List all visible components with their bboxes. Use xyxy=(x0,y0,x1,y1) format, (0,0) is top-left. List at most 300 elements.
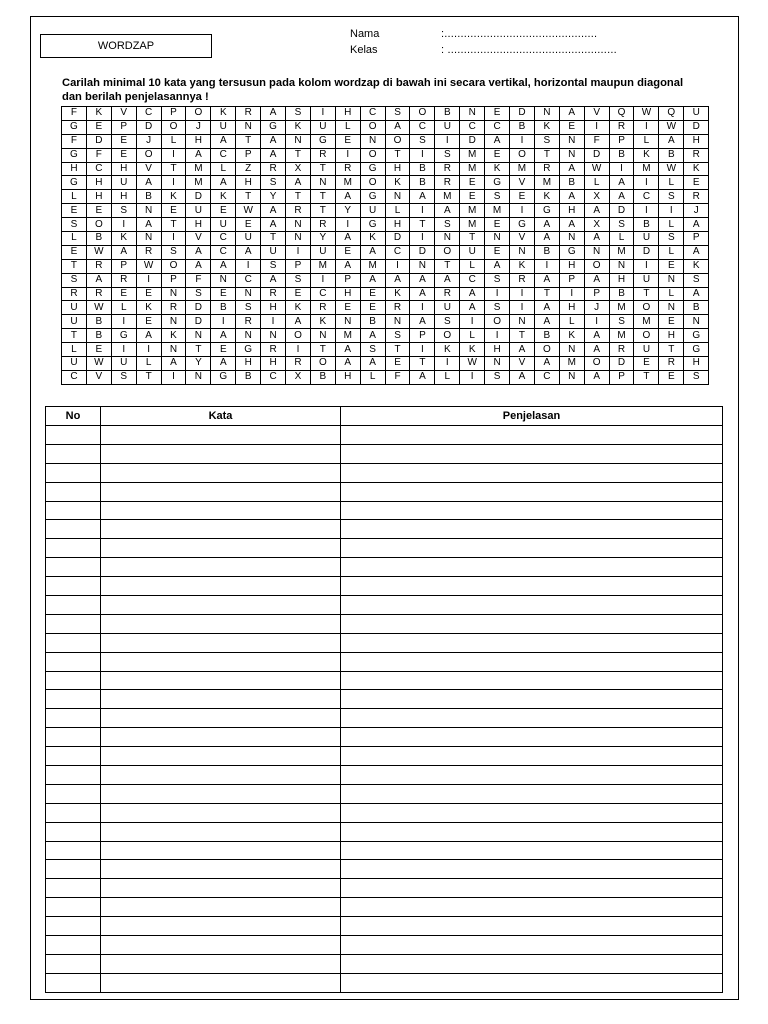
grid-cell[interactable]: Z xyxy=(236,162,261,176)
grid-cell[interactable]: N xyxy=(559,134,584,148)
grid-cell[interactable]: H xyxy=(385,218,410,232)
answer-no-cell[interactable] xyxy=(46,954,101,973)
grid-cell[interactable]: H xyxy=(335,370,360,384)
grid-cell[interactable]: A xyxy=(435,273,460,287)
grid-cell[interactable]: T xyxy=(161,218,186,232)
answer-explanation-cell[interactable] xyxy=(341,917,723,936)
answer-explanation-cell[interactable] xyxy=(341,822,723,841)
grid-cell[interactable]: H xyxy=(236,357,261,371)
grid-cell[interactable]: N xyxy=(385,315,410,329)
grid-cell[interactable]: L xyxy=(435,370,460,384)
grid-cell[interactable]: R xyxy=(684,148,709,162)
grid-cell[interactable]: A xyxy=(335,232,360,246)
grid-cell[interactable]: T xyxy=(534,148,559,162)
grid-cell[interactable]: O xyxy=(161,259,186,273)
grid-cell[interactable]: U xyxy=(310,245,335,259)
grid-cell[interactable]: K xyxy=(634,148,659,162)
grid-cell[interactable]: E xyxy=(360,301,385,315)
grid-cell[interactable]: T xyxy=(161,162,186,176)
grid-cell[interactable]: K xyxy=(534,190,559,204)
grid-cell[interactable]: O xyxy=(86,218,111,232)
grid-cell[interactable]: K xyxy=(86,107,111,121)
grid-cell[interactable]: S xyxy=(161,245,186,259)
grid-cell[interactable]: D xyxy=(410,245,435,259)
answer-no-cell[interactable] xyxy=(46,728,101,747)
answer-explanation-cell[interactable] xyxy=(341,709,723,728)
grid-cell[interactable]: E xyxy=(62,245,87,259)
grid-cell[interactable]: E xyxy=(485,148,510,162)
grid-cell[interactable]: B xyxy=(86,315,111,329)
grid-cell[interactable]: I xyxy=(534,259,559,273)
answer-no-cell[interactable] xyxy=(46,577,101,596)
grid-cell[interactable]: T xyxy=(62,259,87,273)
grid-cell[interactable]: C xyxy=(410,120,435,134)
answer-explanation-cell[interactable] xyxy=(341,539,723,558)
grid-cell[interactable]: I xyxy=(460,370,485,384)
grid-cell[interactable]: I xyxy=(161,370,186,384)
answer-explanation-cell[interactable] xyxy=(341,803,723,822)
grid-cell[interactable]: C xyxy=(385,245,410,259)
grid-cell[interactable]: T xyxy=(634,287,659,301)
grid-cell[interactable]: S xyxy=(62,218,87,232)
grid-cell[interactable]: S xyxy=(62,273,87,287)
grid-cell[interactable]: A xyxy=(261,204,286,218)
grid-cell[interactable]: R xyxy=(335,162,360,176)
answer-word-cell[interactable] xyxy=(101,577,341,596)
answer-word-cell[interactable] xyxy=(101,822,341,841)
grid-cell[interactable]: S xyxy=(534,134,559,148)
grid-cell[interactable]: R xyxy=(609,120,634,134)
grid-cell[interactable]: I xyxy=(111,343,136,357)
grid-cell[interactable]: N xyxy=(136,204,161,218)
grid-cell[interactable]: E xyxy=(211,287,236,301)
grid-cell[interactable]: L xyxy=(559,315,584,329)
grid-cell[interactable]: R xyxy=(86,259,111,273)
grid-cell[interactable]: N xyxy=(186,370,211,384)
answer-word-cell[interactable] xyxy=(101,917,341,936)
grid-cell[interactable]: T xyxy=(310,204,335,218)
grid-cell[interactable]: E xyxy=(659,259,684,273)
answer-no-cell[interactable] xyxy=(46,652,101,671)
grid-cell[interactable]: M xyxy=(460,218,485,232)
grid-cell[interactable]: R xyxy=(310,301,335,315)
grid-cell[interactable]: B xyxy=(510,120,535,134)
grid-cell[interactable]: O xyxy=(310,357,335,371)
answer-word-cell[interactable] xyxy=(101,747,341,766)
grid-cell[interactable]: E xyxy=(236,218,261,232)
grid-cell[interactable]: A xyxy=(584,232,609,246)
grid-cell[interactable]: A xyxy=(261,148,286,162)
grid-cell[interactable]: K xyxy=(211,107,236,121)
grid-cell[interactable]: B xyxy=(435,107,460,121)
grid-cell[interactable]: M xyxy=(634,162,659,176)
grid-cell[interactable]: M xyxy=(510,162,535,176)
grid-cell[interactable]: E xyxy=(634,357,659,371)
grid-cell[interactable]: E xyxy=(86,120,111,134)
grid-cell[interactable]: T xyxy=(410,218,435,232)
grid-cell[interactable]: I xyxy=(410,301,435,315)
answer-explanation-cell[interactable] xyxy=(341,936,723,955)
grid-cell[interactable]: A xyxy=(460,301,485,315)
grid-cell[interactable]: C xyxy=(211,148,236,162)
grid-cell[interactable]: T xyxy=(310,343,335,357)
grid-cell[interactable]: S xyxy=(236,301,261,315)
grid-cell[interactable]: E xyxy=(659,315,684,329)
grid-cell[interactable]: K xyxy=(360,232,385,246)
grid-cell[interactable]: L xyxy=(634,134,659,148)
grid-cell[interactable]: P xyxy=(286,259,311,273)
grid-cell[interactable]: I xyxy=(634,204,659,218)
grid-cell[interactable]: A xyxy=(186,148,211,162)
grid-cell[interactable]: M xyxy=(460,148,485,162)
answer-word-cell[interactable] xyxy=(101,671,341,690)
grid-cell[interactable]: U xyxy=(634,232,659,246)
grid-cell[interactable]: F xyxy=(385,370,410,384)
grid-cell[interactable]: Q xyxy=(659,107,684,121)
grid-cell[interactable]: R xyxy=(286,204,311,218)
grid-cell[interactable]: F xyxy=(62,134,87,148)
grid-cell[interactable]: N xyxy=(286,134,311,148)
grid-cell[interactable]: C xyxy=(310,287,335,301)
grid-cell[interactable]: A xyxy=(435,204,460,218)
grid-cell[interactable]: I xyxy=(161,148,186,162)
grid-cell[interactable]: S xyxy=(261,176,286,190)
grid-cell[interactable]: A xyxy=(584,273,609,287)
answer-word-cell[interactable] xyxy=(101,879,341,898)
grid-cell[interactable]: B xyxy=(534,329,559,343)
grid-cell[interactable]: P xyxy=(609,370,634,384)
answer-no-cell[interactable] xyxy=(46,784,101,803)
grid-cell[interactable]: R xyxy=(659,357,684,371)
grid-cell[interactable]: G xyxy=(684,343,709,357)
grid-cell[interactable]: K xyxy=(684,259,709,273)
grid-cell[interactable]: A xyxy=(360,329,385,343)
answer-no-cell[interactable] xyxy=(46,709,101,728)
grid-cell[interactable]: H xyxy=(485,343,510,357)
answer-word-cell[interactable] xyxy=(101,898,341,917)
answer-explanation-cell[interactable] xyxy=(341,633,723,652)
grid-cell[interactable]: A xyxy=(360,357,385,371)
grid-cell[interactable]: W xyxy=(86,357,111,371)
grid-cell[interactable]: I xyxy=(584,315,609,329)
grid-cell[interactable]: T xyxy=(385,343,410,357)
grid-cell[interactable]: P xyxy=(684,232,709,246)
grid-cell[interactable]: I xyxy=(335,218,360,232)
grid-cell[interactable]: V xyxy=(111,107,136,121)
answer-no-cell[interactable] xyxy=(46,766,101,785)
answer-explanation-cell[interactable] xyxy=(341,577,723,596)
grid-cell[interactable]: R xyxy=(385,301,410,315)
grid-cell[interactable]: L xyxy=(659,176,684,190)
grid-cell[interactable]: N xyxy=(236,287,261,301)
answer-no-cell[interactable] xyxy=(46,860,101,879)
grid-cell[interactable]: H xyxy=(111,190,136,204)
answer-no-cell[interactable] xyxy=(46,973,101,992)
grid-cell[interactable]: V xyxy=(584,107,609,121)
grid-cell[interactable]: P xyxy=(161,107,186,121)
grid-cell[interactable]: W xyxy=(659,120,684,134)
grid-cell[interactable]: L xyxy=(111,301,136,315)
grid-cell[interactable]: M xyxy=(335,329,360,343)
grid-cell[interactable]: U xyxy=(634,273,659,287)
answer-word-cell[interactable] xyxy=(101,766,341,785)
answer-no-cell[interactable] xyxy=(46,520,101,539)
answer-word-cell[interactable] xyxy=(101,973,341,992)
grid-cell[interactable]: I xyxy=(385,259,410,273)
answer-no-cell[interactable] xyxy=(46,803,101,822)
grid-cell[interactable]: H xyxy=(86,176,111,190)
answer-no-cell[interactable] xyxy=(46,822,101,841)
grid-cell[interactable]: R xyxy=(261,287,286,301)
grid-cell[interactable]: W xyxy=(86,245,111,259)
grid-cell[interactable]: P xyxy=(236,148,261,162)
answer-explanation-cell[interactable] xyxy=(341,652,723,671)
answer-word-cell[interactable] xyxy=(101,803,341,822)
grid-cell[interactable]: D xyxy=(609,204,634,218)
answer-word-cell[interactable] xyxy=(101,444,341,463)
grid-cell[interactable]: A xyxy=(410,287,435,301)
grid-cell[interactable]: N xyxy=(510,245,535,259)
grid-cell[interactable]: F xyxy=(186,273,211,287)
grid-cell[interactable]: K xyxy=(684,162,709,176)
grid-cell[interactable]: D xyxy=(609,357,634,371)
grid-cell[interactable]: A xyxy=(684,287,709,301)
grid-cell[interactable]: O xyxy=(360,148,385,162)
grid-cell[interactable]: A xyxy=(211,329,236,343)
answer-explanation-cell[interactable] xyxy=(341,426,723,445)
grid-cell[interactable]: V xyxy=(510,176,535,190)
grid-cell[interactable]: O xyxy=(360,120,385,134)
grid-cell[interactable]: A xyxy=(236,245,261,259)
grid-cell[interactable]: R xyxy=(684,190,709,204)
answer-explanation-cell[interactable] xyxy=(341,482,723,501)
grid-cell[interactable]: C xyxy=(460,120,485,134)
grid-cell[interactable]: S xyxy=(485,273,510,287)
answer-explanation-cell[interactable] xyxy=(341,501,723,520)
answer-no-cell[interactable] xyxy=(46,671,101,690)
grid-cell[interactable]: V xyxy=(86,370,111,384)
answer-no-cell[interactable] xyxy=(46,482,101,501)
answer-word-cell[interactable] xyxy=(101,728,341,747)
grid-cell[interactable]: D xyxy=(86,134,111,148)
grid-cell[interactable]: H xyxy=(86,190,111,204)
grid-cell[interactable]: U xyxy=(236,232,261,246)
answer-no-cell[interactable] xyxy=(46,898,101,917)
grid-cell[interactable]: Q xyxy=(609,107,634,121)
answer-explanation-cell[interactable] xyxy=(341,973,723,992)
grid-cell[interactable]: D xyxy=(634,245,659,259)
grid-cell[interactable]: G xyxy=(559,245,584,259)
grid-cell[interactable]: L xyxy=(584,176,609,190)
grid-cell[interactable]: E xyxy=(111,134,136,148)
grid-cell[interactable]: V xyxy=(510,357,535,371)
grid-cell[interactable]: A xyxy=(534,301,559,315)
grid-cell[interactable]: C xyxy=(136,107,161,121)
answer-word-cell[interactable] xyxy=(101,784,341,803)
grid-cell[interactable]: E xyxy=(485,218,510,232)
answer-word-cell[interactable] xyxy=(101,690,341,709)
answer-explanation-cell[interactable] xyxy=(341,954,723,973)
grid-cell[interactable]: I xyxy=(410,148,435,162)
grid-cell[interactable]: P xyxy=(335,273,360,287)
grid-cell[interactable]: G xyxy=(485,176,510,190)
grid-cell[interactable]: S xyxy=(609,218,634,232)
answer-explanation-cell[interactable] xyxy=(341,898,723,917)
grid-cell[interactable]: A xyxy=(286,176,311,190)
grid-cell[interactable]: D xyxy=(684,120,709,134)
grid-cell[interactable]: A xyxy=(335,259,360,273)
grid-cell[interactable]: A xyxy=(534,357,559,371)
grid-cell[interactable]: S xyxy=(659,232,684,246)
grid-cell[interactable]: N xyxy=(161,343,186,357)
grid-cell[interactable]: A xyxy=(559,218,584,232)
grid-cell[interactable]: N xyxy=(559,148,584,162)
grid-cell[interactable]: J xyxy=(684,204,709,218)
grid-cell[interactable]: G xyxy=(534,204,559,218)
grid-cell[interactable]: S xyxy=(684,370,709,384)
grid-cell[interactable]: A xyxy=(534,218,559,232)
answer-word-cell[interactable] xyxy=(101,501,341,520)
grid-cell[interactable]: I xyxy=(634,259,659,273)
grid-cell[interactable]: A xyxy=(684,218,709,232)
grid-cell[interactable]: F xyxy=(584,134,609,148)
grid-cell[interactable]: E xyxy=(136,287,161,301)
grid-cell[interactable]: E xyxy=(62,204,87,218)
answer-explanation-cell[interactable] xyxy=(341,766,723,785)
answer-word-cell[interactable] xyxy=(101,520,341,539)
grid-cell[interactable]: R xyxy=(534,162,559,176)
grid-cell[interactable]: S xyxy=(385,107,410,121)
answer-no-cell[interactable] xyxy=(46,444,101,463)
grid-cell[interactable]: S xyxy=(261,259,286,273)
grid-cell[interactable]: T xyxy=(62,329,87,343)
grid-cell[interactable]: I xyxy=(111,218,136,232)
grid-cell[interactable]: K xyxy=(286,301,311,315)
grid-cell[interactable]: T xyxy=(310,162,335,176)
grid-cell[interactable]: H xyxy=(659,329,684,343)
grid-cell[interactable]: L xyxy=(659,218,684,232)
grid-cell[interactable]: I xyxy=(286,343,311,357)
grid-cell[interactable]: E xyxy=(485,107,510,121)
grid-cell[interactable]: G xyxy=(360,190,385,204)
grid-cell[interactable]: O xyxy=(410,107,435,121)
grid-cell[interactable]: D xyxy=(510,107,535,121)
grid-cell[interactable]: K xyxy=(136,301,161,315)
grid-cell[interactable]: P xyxy=(609,134,634,148)
grid-cell[interactable]: S xyxy=(111,204,136,218)
grid-cell[interactable]: T xyxy=(510,329,535,343)
grid-cell[interactable]: U xyxy=(460,245,485,259)
answer-no-cell[interactable] xyxy=(46,614,101,633)
grid-cell[interactable]: U xyxy=(186,204,211,218)
grid-cell[interactable]: L xyxy=(460,259,485,273)
grid-cell[interactable]: L xyxy=(62,232,87,246)
grid-cell[interactable]: A xyxy=(410,273,435,287)
grid-cell[interactable]: R xyxy=(86,287,111,301)
grid-cell[interactable]: N xyxy=(211,273,236,287)
grid-cell[interactable]: Y xyxy=(186,357,211,371)
grid-cell[interactable]: D xyxy=(385,232,410,246)
grid-cell[interactable]: A xyxy=(534,232,559,246)
grid-cell[interactable]: H xyxy=(559,259,584,273)
grid-cell[interactable]: O xyxy=(534,343,559,357)
grid-cell[interactable]: X xyxy=(584,218,609,232)
grid-cell[interactable]: I xyxy=(310,107,335,121)
answer-word-cell[interactable] xyxy=(101,614,341,633)
grid-cell[interactable]: O xyxy=(584,259,609,273)
grid-cell[interactable]: T xyxy=(410,357,435,371)
grid-cell[interactable]: O xyxy=(360,176,385,190)
grid-cell[interactable]: B xyxy=(410,162,435,176)
grid-cell[interactable]: O xyxy=(485,315,510,329)
grid-cell[interactable]: W xyxy=(136,259,161,273)
grid-cell[interactable]: B xyxy=(684,301,709,315)
answer-word-cell[interactable] xyxy=(101,463,341,482)
grid-cell[interactable]: T xyxy=(659,343,684,357)
grid-cell[interactable]: I xyxy=(286,245,311,259)
grid-cell[interactable]: B xyxy=(659,148,684,162)
answer-explanation-cell[interactable] xyxy=(341,463,723,482)
grid-cell[interactable]: O xyxy=(286,329,311,343)
grid-cell[interactable]: A xyxy=(261,273,286,287)
grid-cell[interactable]: R xyxy=(435,176,460,190)
grid-cell[interactable]: V xyxy=(186,232,211,246)
grid-cell[interactable]: A xyxy=(584,343,609,357)
grid-cell[interactable]: N xyxy=(310,329,335,343)
grid-cell[interactable]: N xyxy=(559,343,584,357)
grid-cell[interactable]: N xyxy=(186,329,211,343)
grid-cell[interactable]: I xyxy=(111,315,136,329)
answer-word-cell[interactable] xyxy=(101,860,341,879)
grid-cell[interactable]: U xyxy=(62,301,87,315)
grid-cell[interactable]: R xyxy=(435,162,460,176)
grid-cell[interactable]: N xyxy=(335,315,360,329)
grid-cell[interactable]: M xyxy=(186,176,211,190)
grid-cell[interactable]: T xyxy=(286,190,311,204)
grid-cell[interactable]: M xyxy=(559,357,584,371)
grid-cell[interactable]: W xyxy=(659,162,684,176)
grid-cell[interactable]: N xyxy=(236,120,261,134)
grid-cell[interactable]: A xyxy=(534,273,559,287)
grid-cell[interactable]: A xyxy=(360,273,385,287)
answer-no-cell[interactable] xyxy=(46,690,101,709)
grid-cell[interactable]: G xyxy=(360,162,385,176)
grid-cell[interactable]: A xyxy=(559,107,584,121)
grid-cell[interactable]: E xyxy=(335,301,360,315)
grid-cell[interactable]: L xyxy=(609,232,634,246)
grid-cell[interactable]: A xyxy=(136,329,161,343)
grid-cell[interactable]: I xyxy=(485,287,510,301)
grid-cell[interactable]: L xyxy=(659,245,684,259)
grid-cell[interactable]: G xyxy=(684,329,709,343)
answer-no-cell[interactable] xyxy=(46,633,101,652)
grid-cell[interactable]: K xyxy=(559,329,584,343)
grid-cell[interactable]: E xyxy=(111,148,136,162)
grid-cell[interactable]: P xyxy=(111,259,136,273)
grid-cell[interactable]: M xyxy=(310,259,335,273)
grid-cell[interactable]: N xyxy=(684,315,709,329)
grid-cell[interactable]: U xyxy=(111,176,136,190)
grid-cell[interactable]: A xyxy=(136,218,161,232)
grid-cell[interactable]: A xyxy=(286,315,311,329)
grid-cell[interactable]: W xyxy=(236,204,261,218)
grid-cell[interactable]: B xyxy=(86,329,111,343)
grid-cell[interactable]: G xyxy=(111,329,136,343)
grid-cell[interactable]: W xyxy=(86,301,111,315)
grid-cell[interactable]: R xyxy=(161,301,186,315)
grid-cell[interactable]: A xyxy=(186,245,211,259)
grid-cell[interactable]: S xyxy=(485,190,510,204)
